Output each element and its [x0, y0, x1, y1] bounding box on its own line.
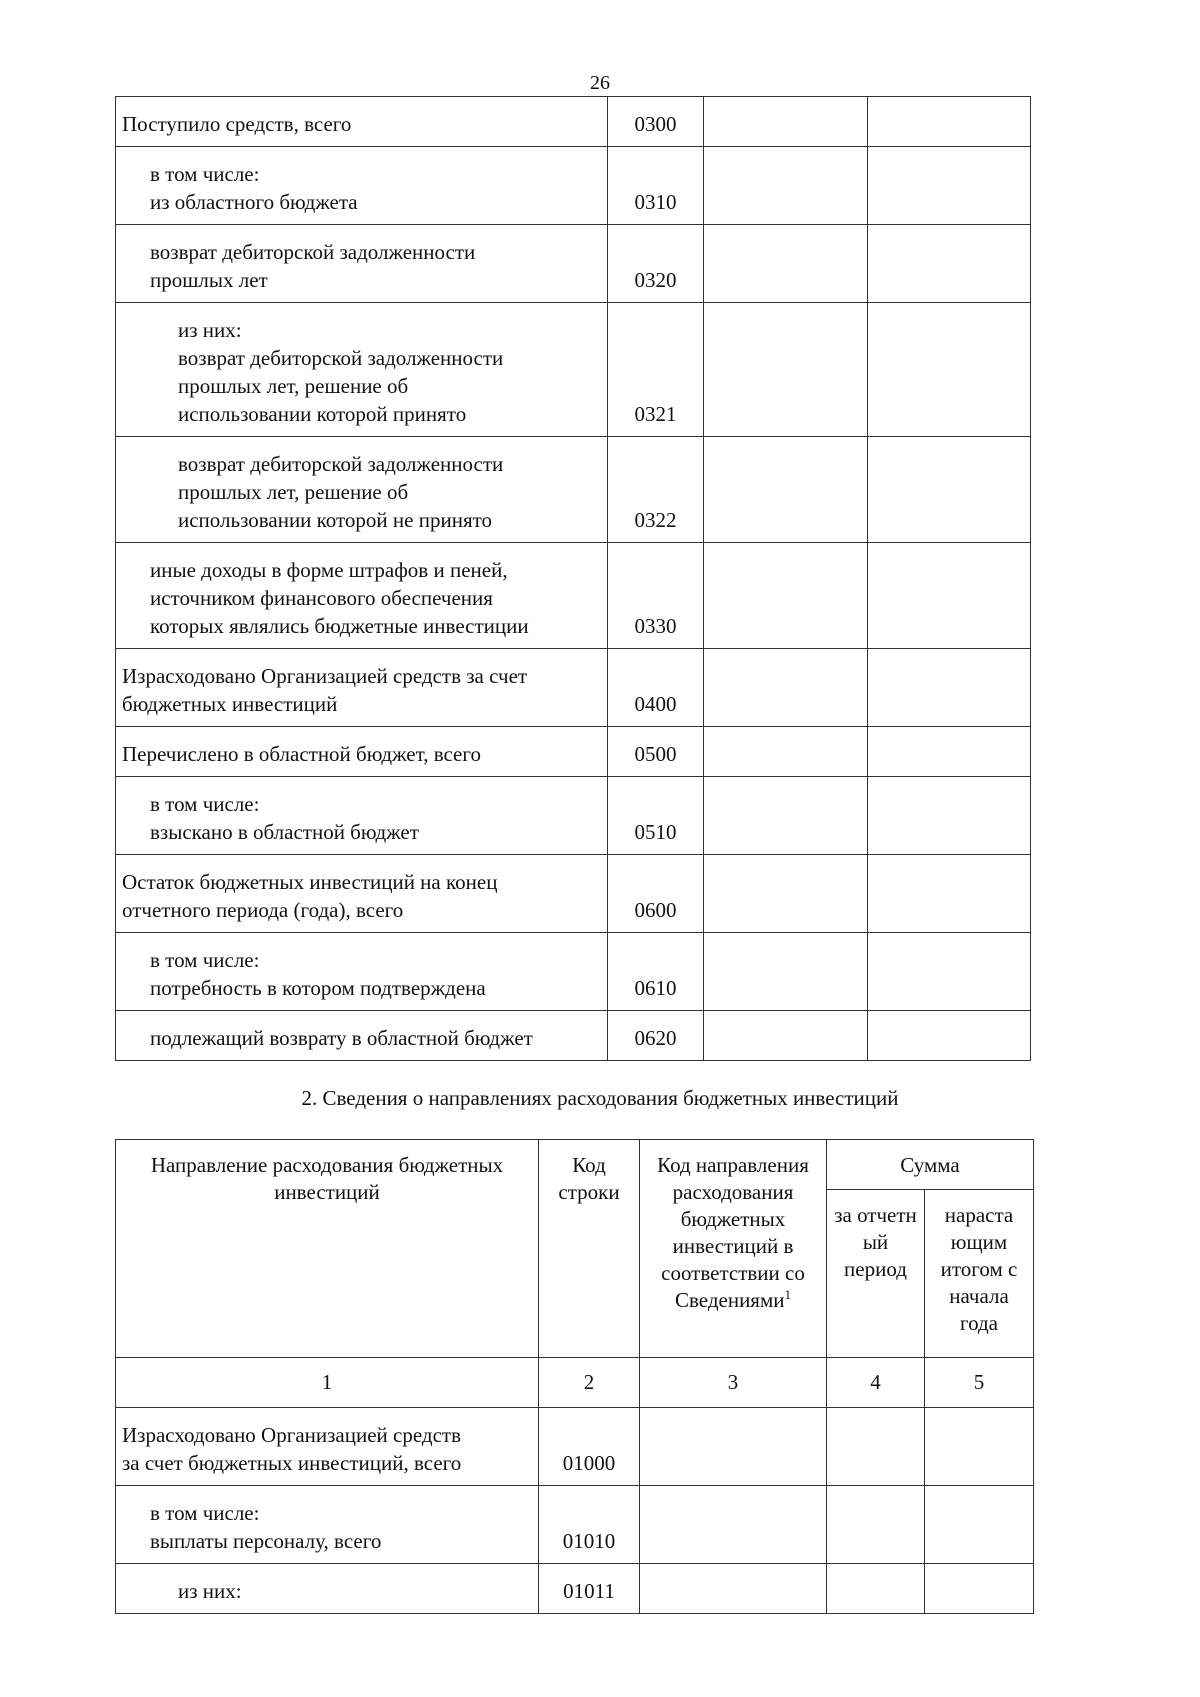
value-cell	[868, 303, 1031, 437]
value-cell	[704, 1011, 868, 1061]
header-for-period: за отчетн ый период	[827, 1190, 925, 1358]
header-cumulative: нараста ющим итогом с начала года	[925, 1190, 1034, 1358]
value-cell	[868, 97, 1031, 147]
table-row	[116, 147, 1031, 225]
row-label: Израсходовано Организацией средств за счет бюджетных инвестиций	[116, 649, 608, 727]
value-cell	[868, 543, 1031, 649]
value-cell	[640, 1408, 827, 1486]
row-label: Остаток бюджетных инвестиций на конец отчетного периода (года), всего	[116, 855, 608, 933]
column-number: 3	[640, 1358, 827, 1408]
value-cell	[704, 855, 868, 933]
row-label: возврат дебиторской задолженности прошлых лет	[116, 225, 608, 303]
value-cell	[704, 543, 868, 649]
value-cell	[868, 727, 1031, 777]
header-line-code: Код строки	[539, 1140, 640, 1358]
row-code: 01010	[539, 1486, 640, 1564]
value-cell	[704, 933, 868, 1011]
table-row	[116, 1011, 1031, 1061]
column-number: 2	[539, 1358, 640, 1408]
value-cell	[827, 1408, 925, 1486]
table-row	[116, 649, 1031, 727]
funds-table	[115, 96, 1031, 1061]
column-number: 5	[925, 1358, 1034, 1408]
value-cell	[868, 777, 1031, 855]
value-cell	[827, 1486, 925, 1564]
row-code: 0300	[608, 97, 704, 147]
column-numbers-row	[116, 1358, 1034, 1408]
row-label: иные доходы в форме штрафов и пеней, источником финансового обеспечения которых являлись бюджетные инвестиции	[116, 543, 608, 649]
row-code: 0600	[608, 855, 704, 933]
value-cell	[704, 97, 868, 147]
value-cell	[868, 225, 1031, 303]
row-code: 0322	[608, 437, 704, 543]
row-label: в том числе: взыскано в областной бюджет	[116, 777, 608, 855]
table-row	[116, 543, 1031, 649]
value-cell	[925, 1408, 1034, 1486]
value-cell	[704, 777, 868, 855]
table-row	[116, 97, 1031, 147]
row-label: в том числе: потребность в котором подтверждена	[116, 933, 608, 1011]
row-label: Перечислено в областной бюджет, всего	[116, 727, 608, 777]
table-row	[116, 1564, 1034, 1614]
value-cell	[704, 147, 868, 225]
header-direction-code-text: Код направления расходования бюджетных инвестиций в соответствии со Сведениями	[657, 1153, 809, 1312]
row-label: в том числе: выплаты персоналу, всего	[116, 1486, 539, 1564]
value-cell	[704, 649, 868, 727]
section-title: 2. Сведения о направлениях расходования бюджетных инвестиций	[301, 1086, 899, 1110]
table-row	[116, 855, 1031, 933]
value-cell	[925, 1486, 1034, 1564]
row-code: 01011	[539, 1564, 640, 1614]
value-cell	[868, 1011, 1031, 1061]
table-row	[116, 1408, 1034, 1486]
row-label: подлежащий возврату в областной бюджет	[116, 1011, 608, 1061]
row-label: Израсходовано Организацией средств за счет бюджетных инвестиций, всего	[116, 1408, 539, 1486]
header-sum: Сумма	[827, 1140, 1034, 1190]
row-code: 0320	[608, 225, 704, 303]
table-row	[116, 1486, 1034, 1564]
row-code: 0620	[608, 1011, 704, 1061]
value-cell	[868, 147, 1031, 225]
row-code: 0500	[608, 727, 704, 777]
value-cell	[640, 1564, 827, 1614]
value-cell	[868, 855, 1031, 933]
row-code: 0310	[608, 147, 704, 225]
table-row	[116, 437, 1031, 543]
table-row	[116, 727, 1031, 777]
row-code: 0510	[608, 777, 704, 855]
row-label: возврат дебиторской задолженности прошлых лет, решение об использовании которой не принято	[116, 437, 608, 543]
value-cell	[827, 1564, 925, 1614]
row-code: 0321	[608, 303, 704, 437]
table-row	[116, 933, 1031, 1011]
page-number: 26	[590, 72, 610, 94]
row-code: 0610	[608, 933, 704, 1011]
table-row	[116, 777, 1031, 855]
column-number: 4	[827, 1358, 925, 1408]
value-cell	[704, 437, 868, 543]
value-cell	[704, 303, 868, 437]
value-cell	[868, 437, 1031, 543]
row-label: в том числе: из областного бюджета	[116, 147, 608, 225]
value-cell	[640, 1486, 827, 1564]
row-code: 0330	[608, 543, 704, 649]
value-cell	[704, 727, 868, 777]
row-code: 01000	[539, 1408, 640, 1486]
value-cell	[868, 649, 1031, 727]
row-code: 0400	[608, 649, 704, 727]
table-row	[116, 303, 1031, 437]
expenditure-directions-table	[115, 1139, 1034, 1614]
column-number: 1	[116, 1358, 539, 1408]
row-label: Поступило средств, всего	[116, 97, 608, 147]
value-cell	[704, 225, 868, 303]
footnote-mark: 1	[784, 1287, 791, 1302]
header-direction: Направление расходования бюджетных инвестиций	[116, 1140, 539, 1358]
value-cell	[868, 933, 1031, 1011]
row-label: из них:	[116, 1564, 539, 1614]
table-row	[116, 225, 1031, 303]
row-label: из них: возврат дебиторской задолженности прошлых лет, решение об использовании которой принято	[116, 303, 608, 437]
value-cell	[925, 1564, 1034, 1614]
header-direction-code	[640, 1140, 827, 1358]
